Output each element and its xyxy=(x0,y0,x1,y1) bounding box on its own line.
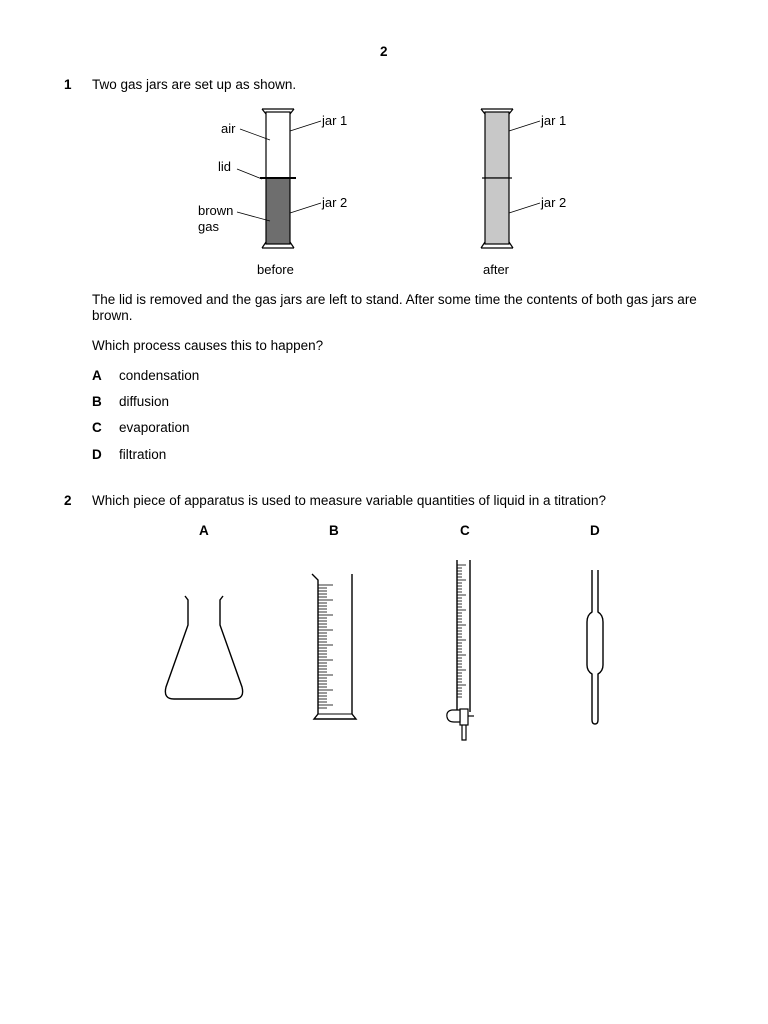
label-gas: gas xyxy=(198,219,219,234)
caption-after: after xyxy=(483,262,510,277)
label-jar2-after: jar 2 xyxy=(541,195,567,210)
label-jar2-before: jar 2 xyxy=(322,195,348,210)
page-number: 2 xyxy=(380,44,388,59)
label-air: air xyxy=(221,121,236,136)
conical-flask-icon xyxy=(165,596,242,699)
q2-stem: Which piece of apparatus is used to measure variable quantities of liquid in a titration? xyxy=(92,493,607,508)
q2-option-a-letter: A xyxy=(199,523,209,538)
caption-before: before xyxy=(257,262,294,277)
q1-option-c-letter: C xyxy=(92,420,102,435)
q1-option-d-letter: D xyxy=(92,447,102,462)
q1-option-d-text: filtration xyxy=(119,447,167,462)
q1-option-c-text: evaporation xyxy=(119,420,190,435)
q1-option-b-letter: B xyxy=(92,394,102,409)
label-lid: lid xyxy=(218,159,232,174)
pipette-icon xyxy=(587,570,603,724)
q1-question: Which process causes this to happen? xyxy=(92,338,324,353)
q1-option-b-text: diffusion xyxy=(119,394,170,409)
q1-option-a-letter: A xyxy=(92,368,102,383)
burette-icon xyxy=(447,560,474,740)
q1-text: The lid is removed and the gas jars are left to stand. After some time the contents of both gas jars are brown. xyxy=(92,292,697,323)
q2-option-b-letter: B xyxy=(329,523,339,538)
q2-option-d-letter: D xyxy=(590,523,600,538)
q2-number: 2 xyxy=(64,493,72,508)
q1-stem: Two gas jars are set up as shown. xyxy=(92,77,297,92)
q1-option-a-text: condensation xyxy=(119,368,200,383)
label-jar1-after: jar 1 xyxy=(541,113,567,128)
q2-option-c-letter: C xyxy=(460,523,470,538)
measuring-cylinder-icon xyxy=(312,574,356,719)
label-brown: brown xyxy=(198,203,234,218)
label-jar1-before: jar 1 xyxy=(322,113,348,128)
q1-number: 1 xyxy=(64,77,72,92)
